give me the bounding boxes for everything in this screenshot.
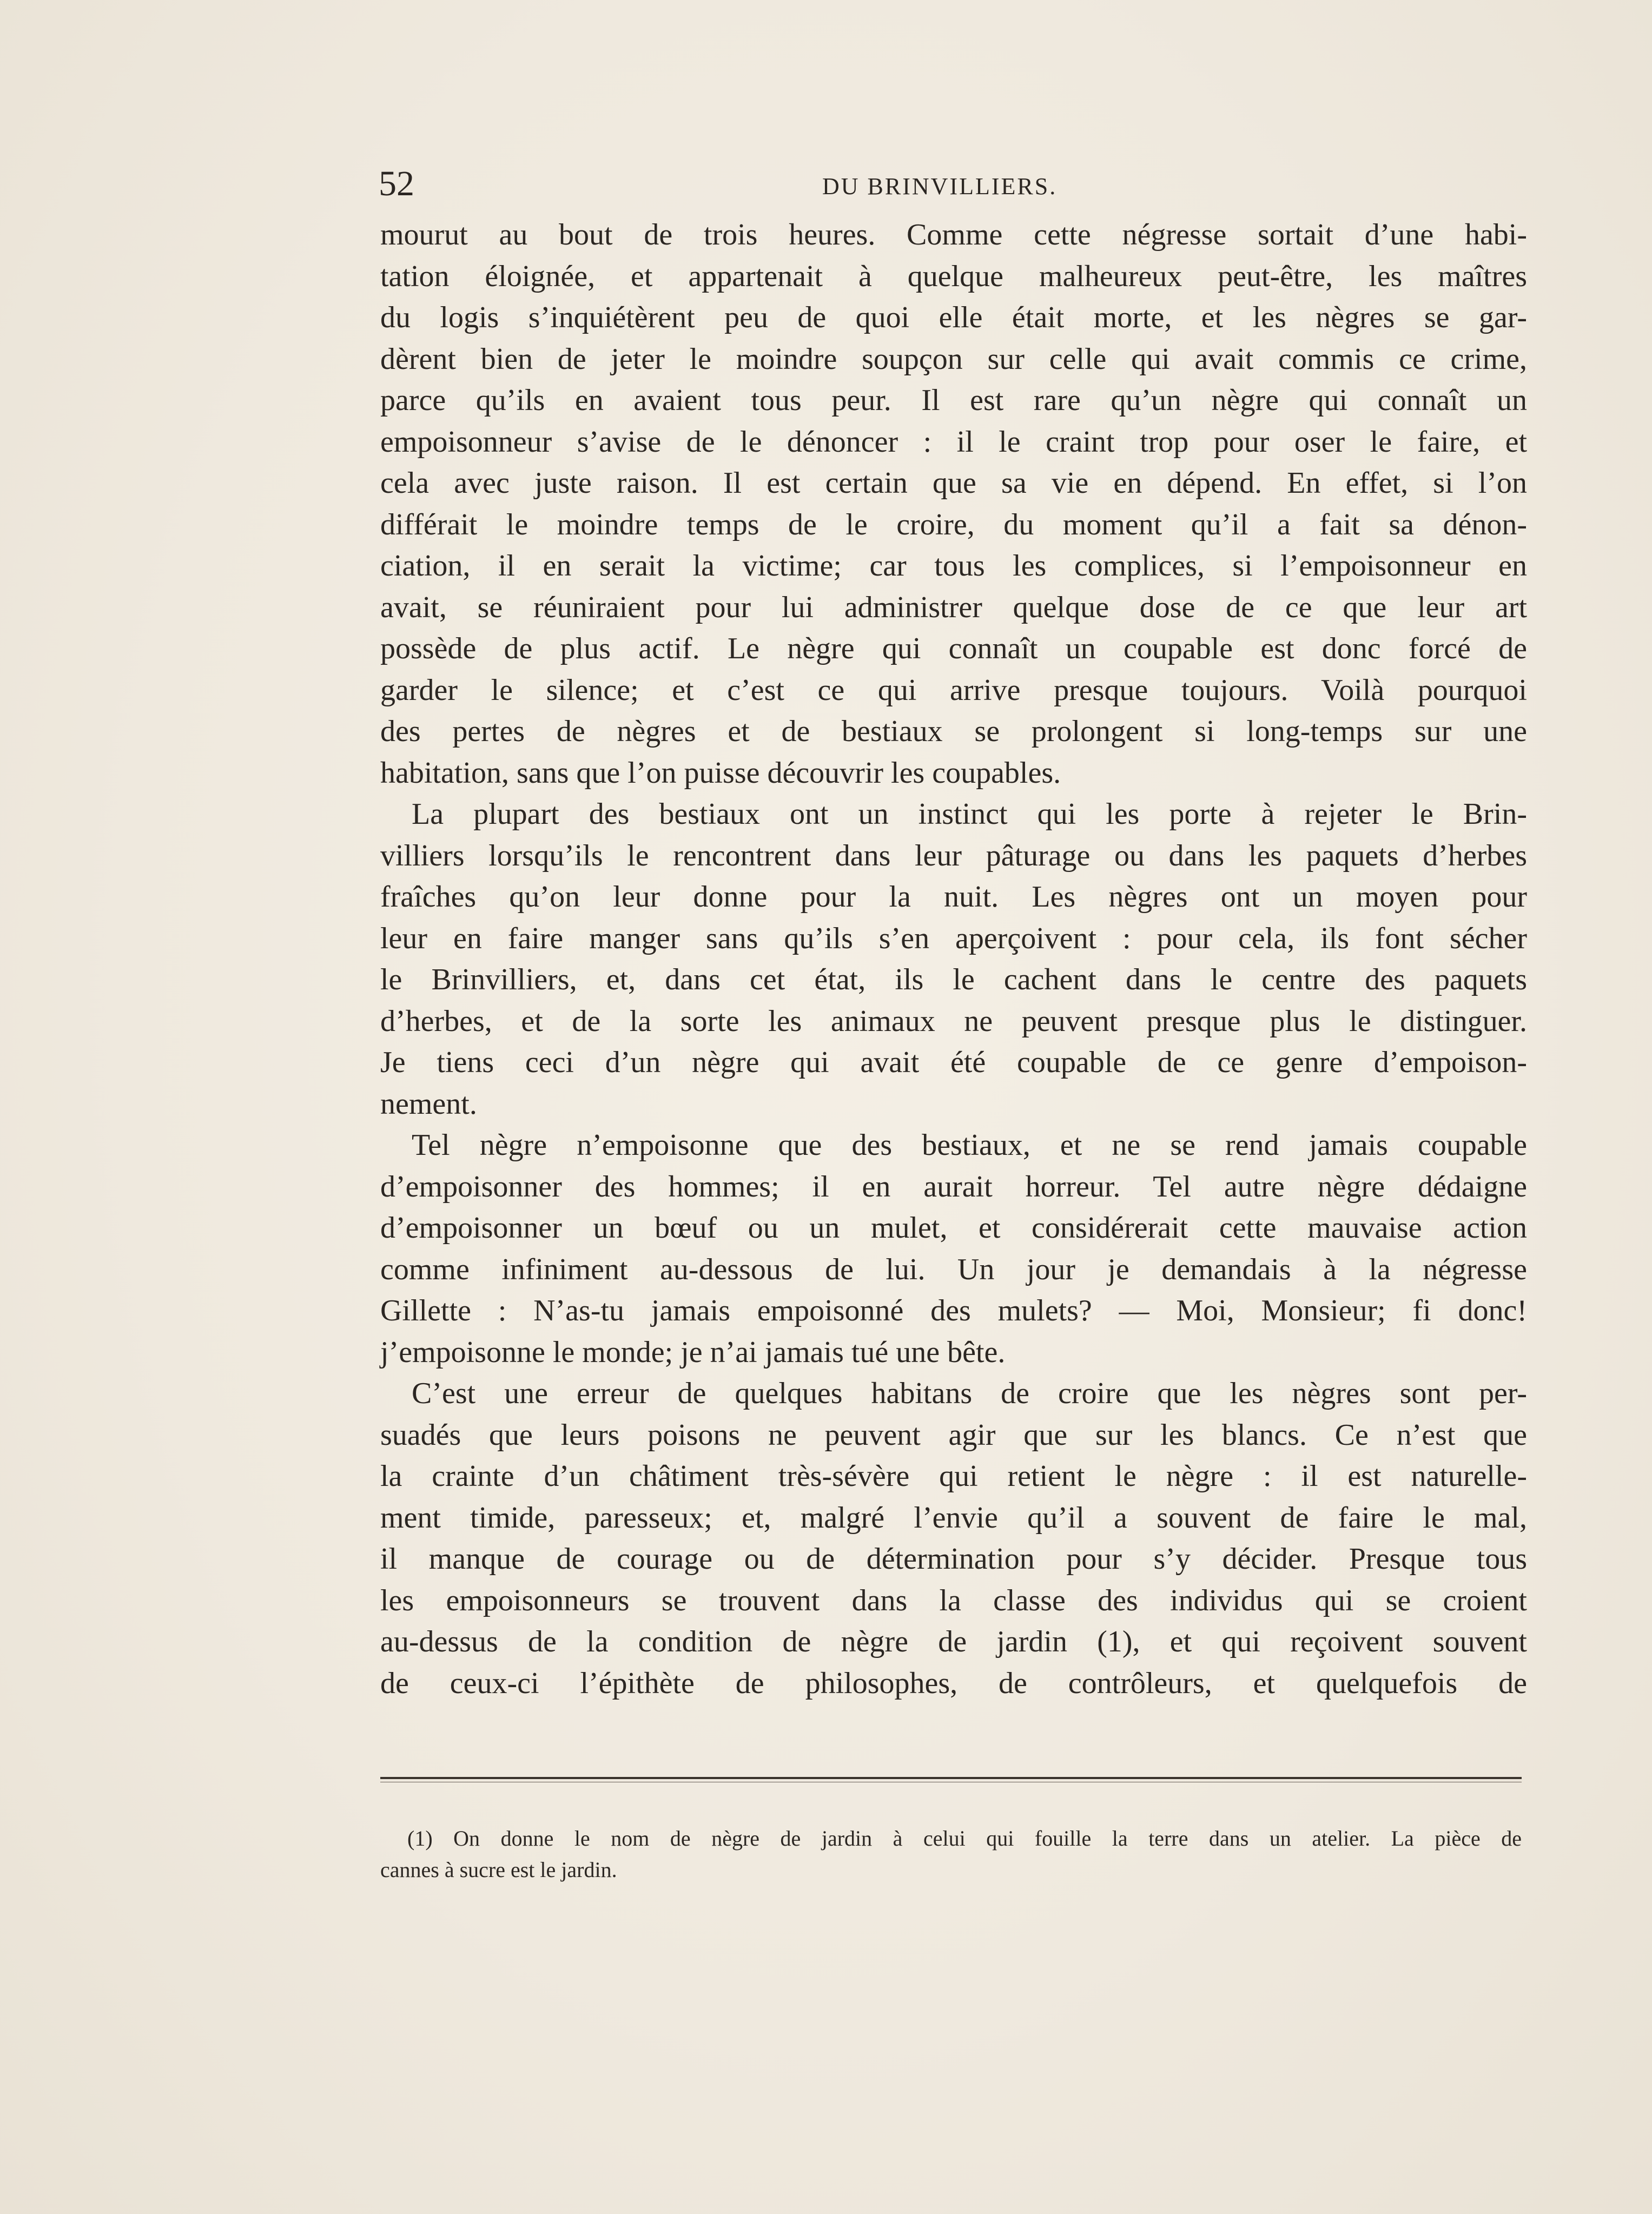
page-header xyxy=(379,162,1531,206)
text-line: suadés que leurs poisons ne peuvent agir que sur les blancs. Ce n’est que xyxy=(380,1418,1527,1452)
text-line: comme infiniment au-dessous de lui. Un jour je demandais à la négresse xyxy=(380,1252,1527,1286)
text-line: d’empoisonner des hommes; il en aurait horreur. Tel autre nègre dédaigne xyxy=(380,1169,1527,1204)
text-line: j’empoisonne le monde; je n’ai jamais tué une bête. xyxy=(380,1335,1006,1369)
footnote-line: cannes à sucre est le jardin. xyxy=(380,1858,617,1882)
text-line: il manque de courage ou de détermination pour s’y décider. Presque tous xyxy=(380,1542,1527,1576)
running-head: DU BRINVILLIERS. xyxy=(822,173,1058,200)
text-line: des pertes de nègres et de bestiaux se prolongent si long-temps sur une xyxy=(380,715,1527,748)
text-line: d’empoisonner un bœuf ou un mulet, et considérerait cette mauvaise action xyxy=(380,1211,1527,1245)
text-line: ment timide, paresseux; et, malgré l’envie qu’il a souvent de faire le mal, xyxy=(380,1501,1527,1535)
text-line: villiers lorsqu’ils le rencontrent dans leur pâturage ou dans les paquets d’herbes xyxy=(380,838,1527,873)
text-line: possède de plus actif. Le nègre qui connaît un coupable est donc forcé de xyxy=(380,632,1527,665)
text-line: La plupart des bestiaux ont un instinct qui les porte à rejeter le Brin- xyxy=(412,797,1527,831)
text-line: tation éloignée, et appartenait à quelque malheureux peut-être, les maîtres xyxy=(380,259,1527,293)
page-number: 52 xyxy=(379,164,414,203)
text-line: Je tiens ceci d’un nègre qui avait été coupable de ce genre d’empoison- xyxy=(380,1046,1527,1079)
text-line: ciation, il en serait la victime; car tous les complices, si l’empoisonneur en xyxy=(380,549,1527,583)
text-line: dèrent bien de jeter le moindre soupçon sur celle qui avait commis ce crime, xyxy=(380,342,1527,376)
text-line: du logis s’inquiétèrent peu de quoi elle était morte, et les nègres se gar- xyxy=(380,301,1527,334)
text-line: fraîches qu’on leur donne pour la nuit. Les nègres ont un moyen pour xyxy=(380,880,1527,914)
text-line: au-dessus de la condition de nègre de jardin (1), et qui reçoivent souvent xyxy=(380,1625,1527,1658)
footnote xyxy=(380,1823,1522,1886)
text-line: le Brinvilliers, et, dans cet état, ils le cachent dans le centre des paquets xyxy=(380,963,1527,996)
text-line: la crainte d’un châtiment très-sévère qui retient le nègre : il est naturelle- xyxy=(380,1459,1527,1493)
text-line: mourut au bout de trois heures. Comme cette négresse sortait d’une habi- xyxy=(380,218,1527,252)
text-line: Gillette : N’as-tu jamais empoisonné des mulets? — Moi, Monsieur; fi donc! xyxy=(380,1294,1527,1327)
text-line: empoisonneur s’avise de le dénoncer : il le craint trop pour oser le faire, et xyxy=(380,425,1527,459)
body-text xyxy=(380,214,1527,1704)
text-line: cela avec juste raison. Il est certain que sa vie en dépend. En effet, si l’on xyxy=(380,466,1527,500)
text-line: d’herbes, et de la sorte les animaux ne peuvent presque plus le distinguer. xyxy=(380,1004,1527,1038)
text-line: différait le moindre temps de le croire, du moment qu’il a fait sa dénon- xyxy=(380,507,1527,541)
text-line: leur en faire manger sans qu’ils s’en aperçoivent : pour cela, ils font sécher xyxy=(380,921,1527,955)
footnote-rule xyxy=(380,1777,1522,1779)
text-line: les empoisonneurs se trouvent dans la classe des individus qui se croient xyxy=(380,1583,1527,1617)
text-line: parce qu’ils en avaient tous peur. Il est rare qu’un nègre qui connaît un xyxy=(380,384,1527,417)
text-line: garder le silence; et c’est ce qui arrive presque toujours. Voilà pourquoi xyxy=(380,673,1527,707)
footnote-line: (1) On donne le nom de nègre de jardin à celui qui fouille la terre dans un atelier. La pièce de xyxy=(407,1826,1522,1850)
text-line: de ceux-ci l’épithète de philosophes, de contrôleurs, et quelquefois de xyxy=(380,1666,1527,1700)
text-line: avait, se réuniraient pour lui administrer quelque dose de ce que leur art xyxy=(380,590,1527,624)
text-line: nement. xyxy=(380,1087,477,1121)
text-line: habitation, sans que l’on puisse découvrir les coupables. xyxy=(380,756,1061,790)
text-line: C’est une erreur de quelques habitans de croire que les nègres sont per- xyxy=(412,1377,1527,1410)
text-line: Tel nègre n’empoisonne que des bestiaux, et ne se rend jamais coupable xyxy=(412,1128,1527,1162)
